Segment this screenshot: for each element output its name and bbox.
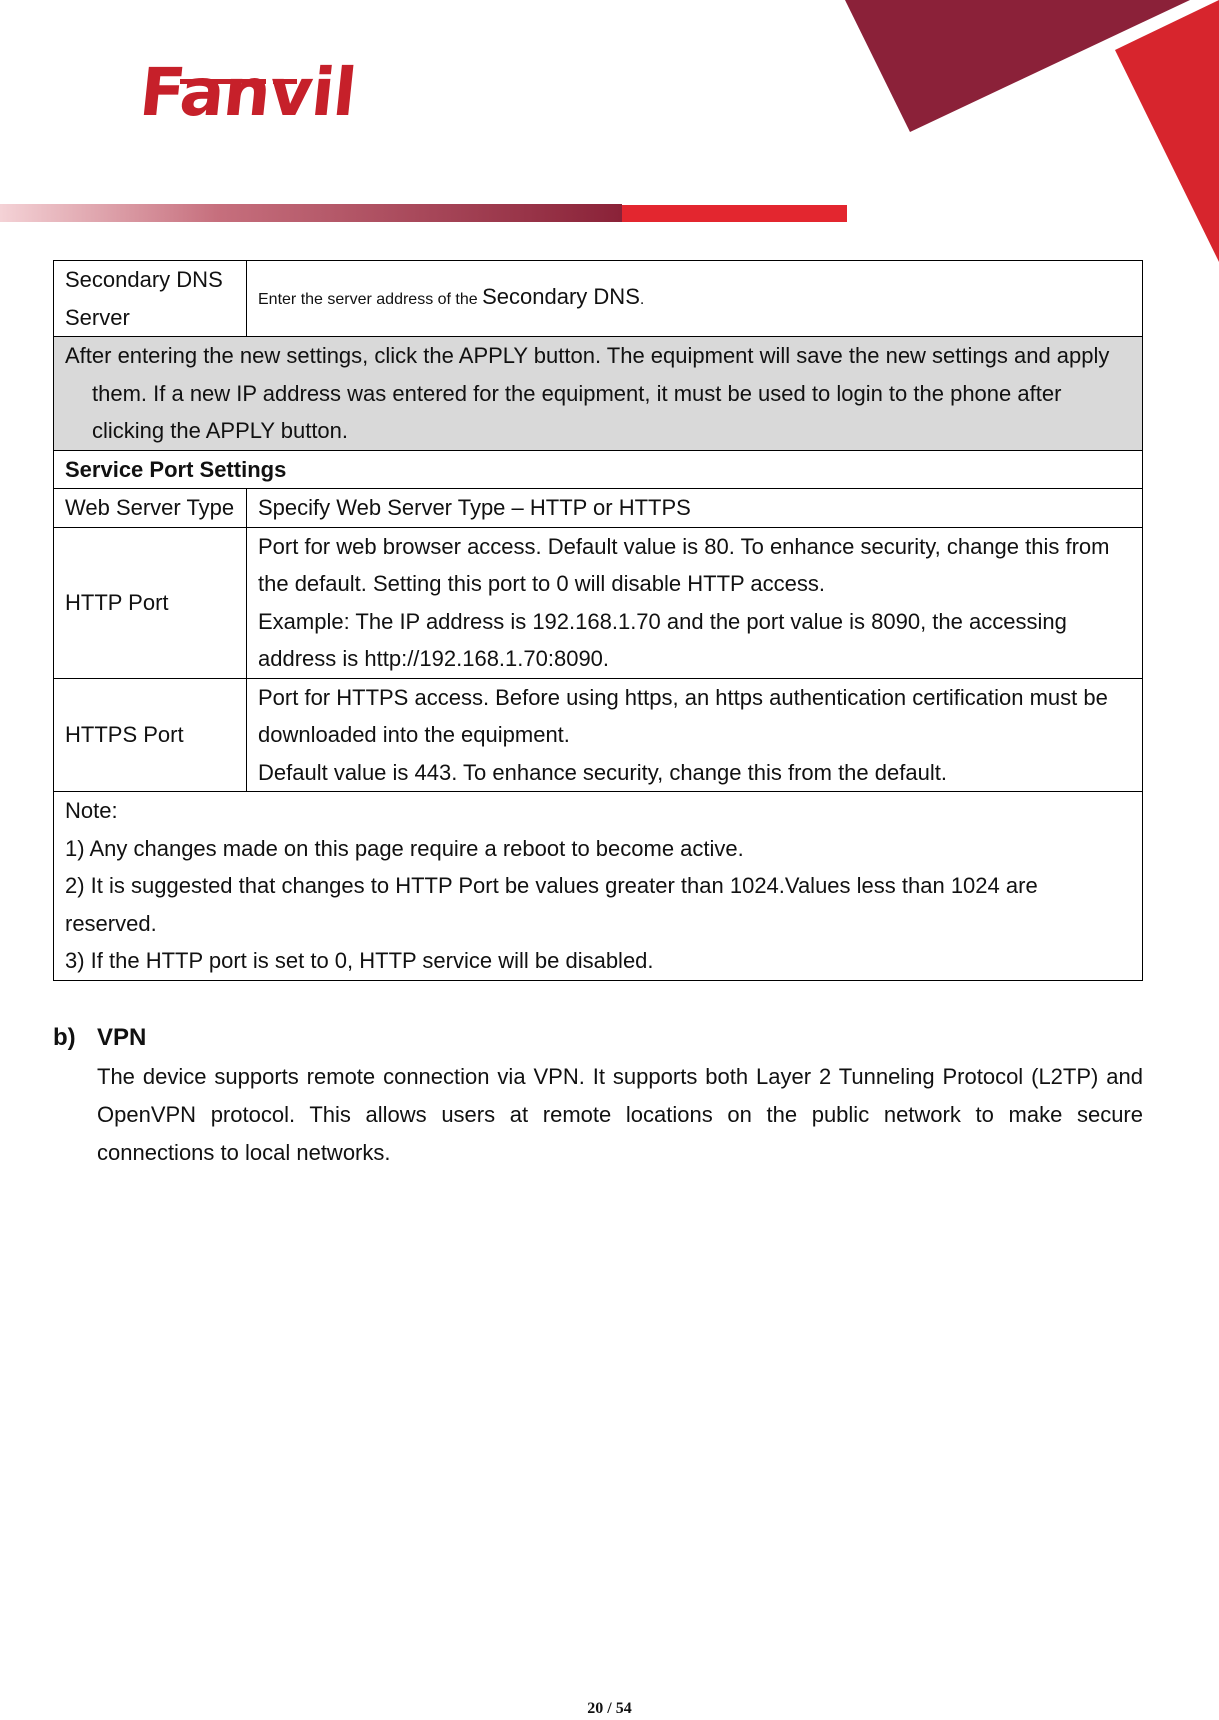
https-port-desc bbox=[247, 678, 1143, 792]
table-row bbox=[54, 527, 1143, 678]
note-item: 3) If the HTTP port is set to 0, HTTP service will be disabled. bbox=[65, 948, 654, 973]
table-row bbox=[54, 261, 1143, 337]
section-number: b) bbox=[53, 1024, 76, 1051]
vpn-section bbox=[53, 1018, 1143, 1172]
service-port-settings-header: Service Port Settings bbox=[54, 450, 1143, 489]
table-row bbox=[54, 792, 1143, 981]
web-server-type-desc: Specify Web Server Type – HTTP or HTTPS bbox=[247, 489, 1143, 528]
table-row bbox=[54, 337, 1143, 451]
http-port-desc-1: Port for web browser access. Default value is 80. To enhance security, change this from the default. Setting this port to 0 will disable HTTP access. bbox=[258, 533, 1110, 596]
note-cell bbox=[54, 792, 1143, 981]
table-row bbox=[54, 450, 1143, 489]
https-port-desc-2: Default value is 443. To enhance security, change this from the default. bbox=[258, 759, 947, 785]
secondary-dns-desc-term: Secondary DNS bbox=[482, 284, 640, 310]
header-decoration bbox=[0, 0, 1219, 270]
secondary-dns-label: Secondary DNS Server bbox=[54, 261, 247, 337]
section-title: VPN bbox=[97, 1024, 147, 1051]
settings-table bbox=[53, 260, 1143, 981]
http-port-label: HTTP Port bbox=[54, 527, 247, 678]
page-number: 20 / 54 bbox=[587, 1700, 632, 1717]
table-row bbox=[54, 678, 1143, 792]
note-item: 2) It is suggested that changes to HTTP Port be values greater than 1024.Values less than 1024 are reserved. bbox=[65, 873, 1038, 936]
http-port-desc bbox=[247, 527, 1143, 678]
http-port-desc-2: Example: The IP address is 192.168.1.70 and the port value is 8090, the accessing address is http://192.168.1.70:8090. bbox=[258, 608, 1067, 671]
secondary-dns-desc-prefix: Enter the server address of the bbox=[258, 291, 483, 309]
section-body: The device supports remote connection via VPN. It supports both Layer 2 Tunneling Protocol (L2TP) and OpenVPN protocol. This allows users at remote locations on the public network to make secure connections to local networks. bbox=[97, 1064, 1143, 1165]
apply-note: After entering the new settings, click the APPLY button. The equipment will save the new settings and apply them. If a new IP address was entered for the equipment, it must be used to login to the phone after clicking the APPLY button. bbox=[54, 337, 1143, 451]
table-row bbox=[54, 489, 1143, 528]
web-server-type-label: Web Server Type bbox=[54, 489, 247, 528]
secondary-dns-desc-suffix: . bbox=[639, 291, 645, 309]
header-red-triangle bbox=[1115, 0, 1219, 262]
header-gradient-bar bbox=[0, 204, 622, 222]
note-item: 1) Any changes made on this page require a reboot to become active. bbox=[65, 835, 744, 861]
https-port-desc-1: Port for HTTPS access. Before using https, an https authentication certification must be downloaded into the equipment. bbox=[258, 684, 1108, 747]
https-port-label: HTTPS Port bbox=[54, 678, 247, 792]
secondary-dns-desc bbox=[247, 261, 1143, 337]
fanvil-logo: Fanvil bbox=[136, 54, 360, 131]
note-title: Note: bbox=[65, 798, 118, 823]
header-red-bar bbox=[622, 205, 847, 222]
section-heading bbox=[53, 1018, 1143, 1058]
